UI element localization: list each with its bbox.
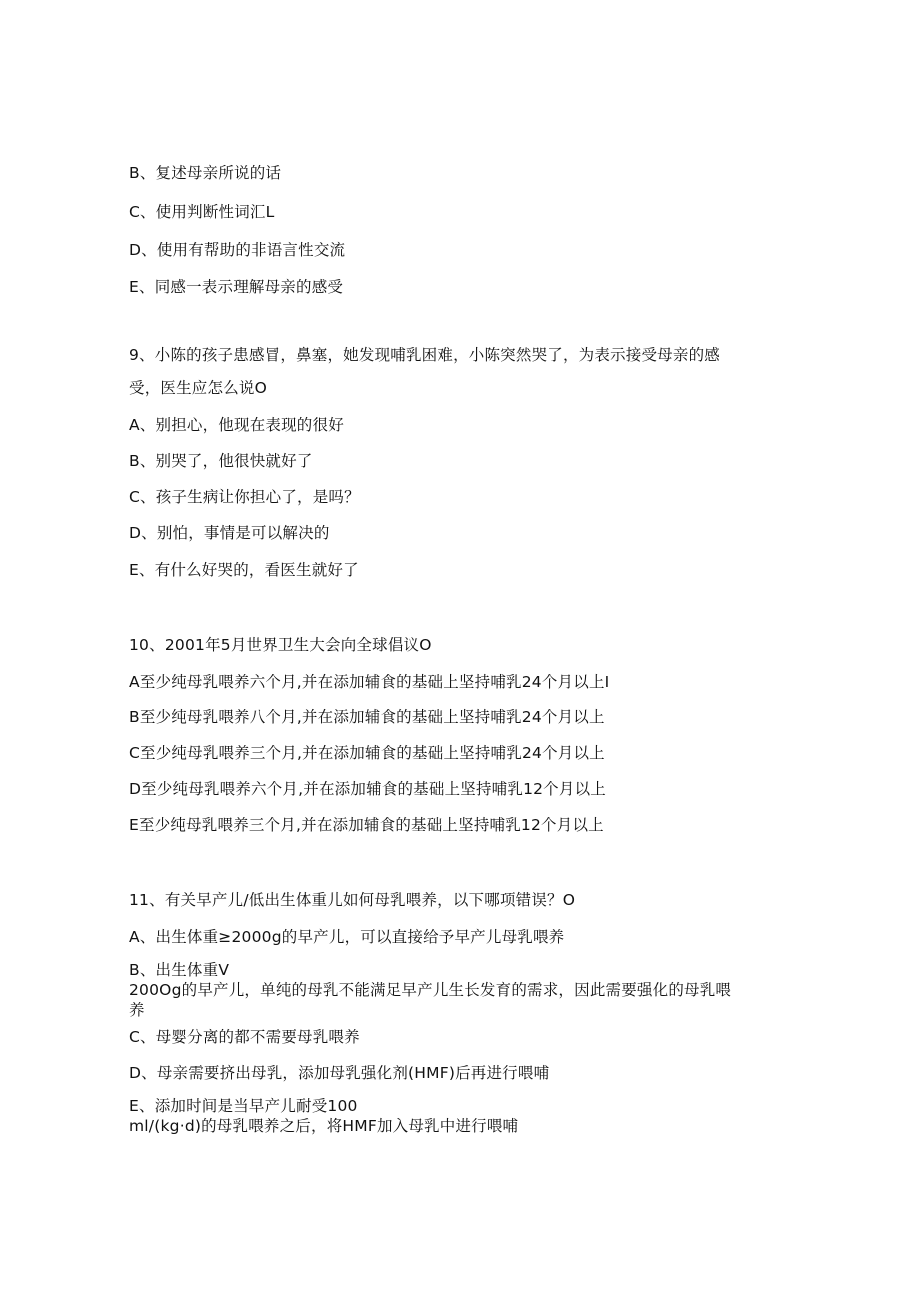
q8-option-b: B、复述母亲所说的话 <box>129 164 282 182</box>
q11-option-e-line1: E、添加时间是当早产儿耐受100 <box>129 1097 358 1115</box>
q11-option-b-line2: 200Og的早产儿，单纯的母乳不能满足早产儿生长发育的需求，因此需要强化的母乳喂 <box>129 981 732 999</box>
q9-option-d: D、别怕，事情是可以解决的 <box>129 524 330 542</box>
q10-option-a: A至少纯母乳喂养六个月,并在添加辅食的基础上坚持哺乳24个月以上I <box>129 673 610 691</box>
q11-option-c: C、母婴分离的都不需要母乳喂养 <box>129 1028 360 1046</box>
q9-option-b: B、别哭了，他很快就好了 <box>129 452 313 470</box>
q11-option-d: D、母亲需要挤出母乳，添加母乳强化剂(HMF)后再进行喂哺 <box>129 1064 550 1082</box>
q8-option-c: C、使用判断性词汇L <box>129 203 275 221</box>
q9-stem-line1: 9、小陈的孩子患感冒，鼻塞，她发现哺乳困难，小陈突然哭了，为表示接受母亲的感 <box>129 346 720 364</box>
q11-option-b-line1: B、出生体重V <box>129 961 230 979</box>
q10-stem: 10、2001年5月世界卫生大会向全球倡议O <box>129 636 432 654</box>
q10-option-b: B至少纯母乳喂养八个月,并在添加辅食的基础上坚持哺乳24个月以上 <box>129 708 605 726</box>
q10-option-d: D至少纯母乳喂养六个月,并在添加辅食的基础上坚持哺乳12个月以上 <box>129 780 606 798</box>
q11-option-b-line3: 养 <box>129 1001 145 1019</box>
q11-option-a: A、出生体重≥2000g的早产儿，可以直接给予早产儿母乳喂养 <box>129 928 565 946</box>
q9-stem-line2: 受，医生应怎么说O <box>129 379 268 397</box>
q9-option-c: C、孩子生病让你担心了，是吗？ <box>129 488 360 506</box>
q9-option-e: E、有什么好哭的，看医生就好了 <box>129 561 359 579</box>
q10-option-c: C至少纯母乳喂养三个月,并在添加辅食的基础上坚持哺乳24个月以上 <box>129 744 605 762</box>
q8-option-e: E、同感一表示理解母亲的感受 <box>129 278 344 296</box>
q10-option-e: E至少纯母乳喂养三个月,并在添加辅食的基础上坚持哺乳12个月以上 <box>129 816 604 834</box>
q8-option-d: D、使用有帮助的非语言性交流 <box>129 241 346 259</box>
q11-stem: 11、有关早产儿/低出生体重儿如何母乳喂养，以下哪项错误？O <box>129 891 576 909</box>
q11-option-e-line2: ml/(kg·d)的母乳喂养之后，将HMF加入母乳中进行喂哺 <box>129 1117 519 1135</box>
q9-option-a: A、别担心，他现在表现的很好 <box>129 416 344 434</box>
